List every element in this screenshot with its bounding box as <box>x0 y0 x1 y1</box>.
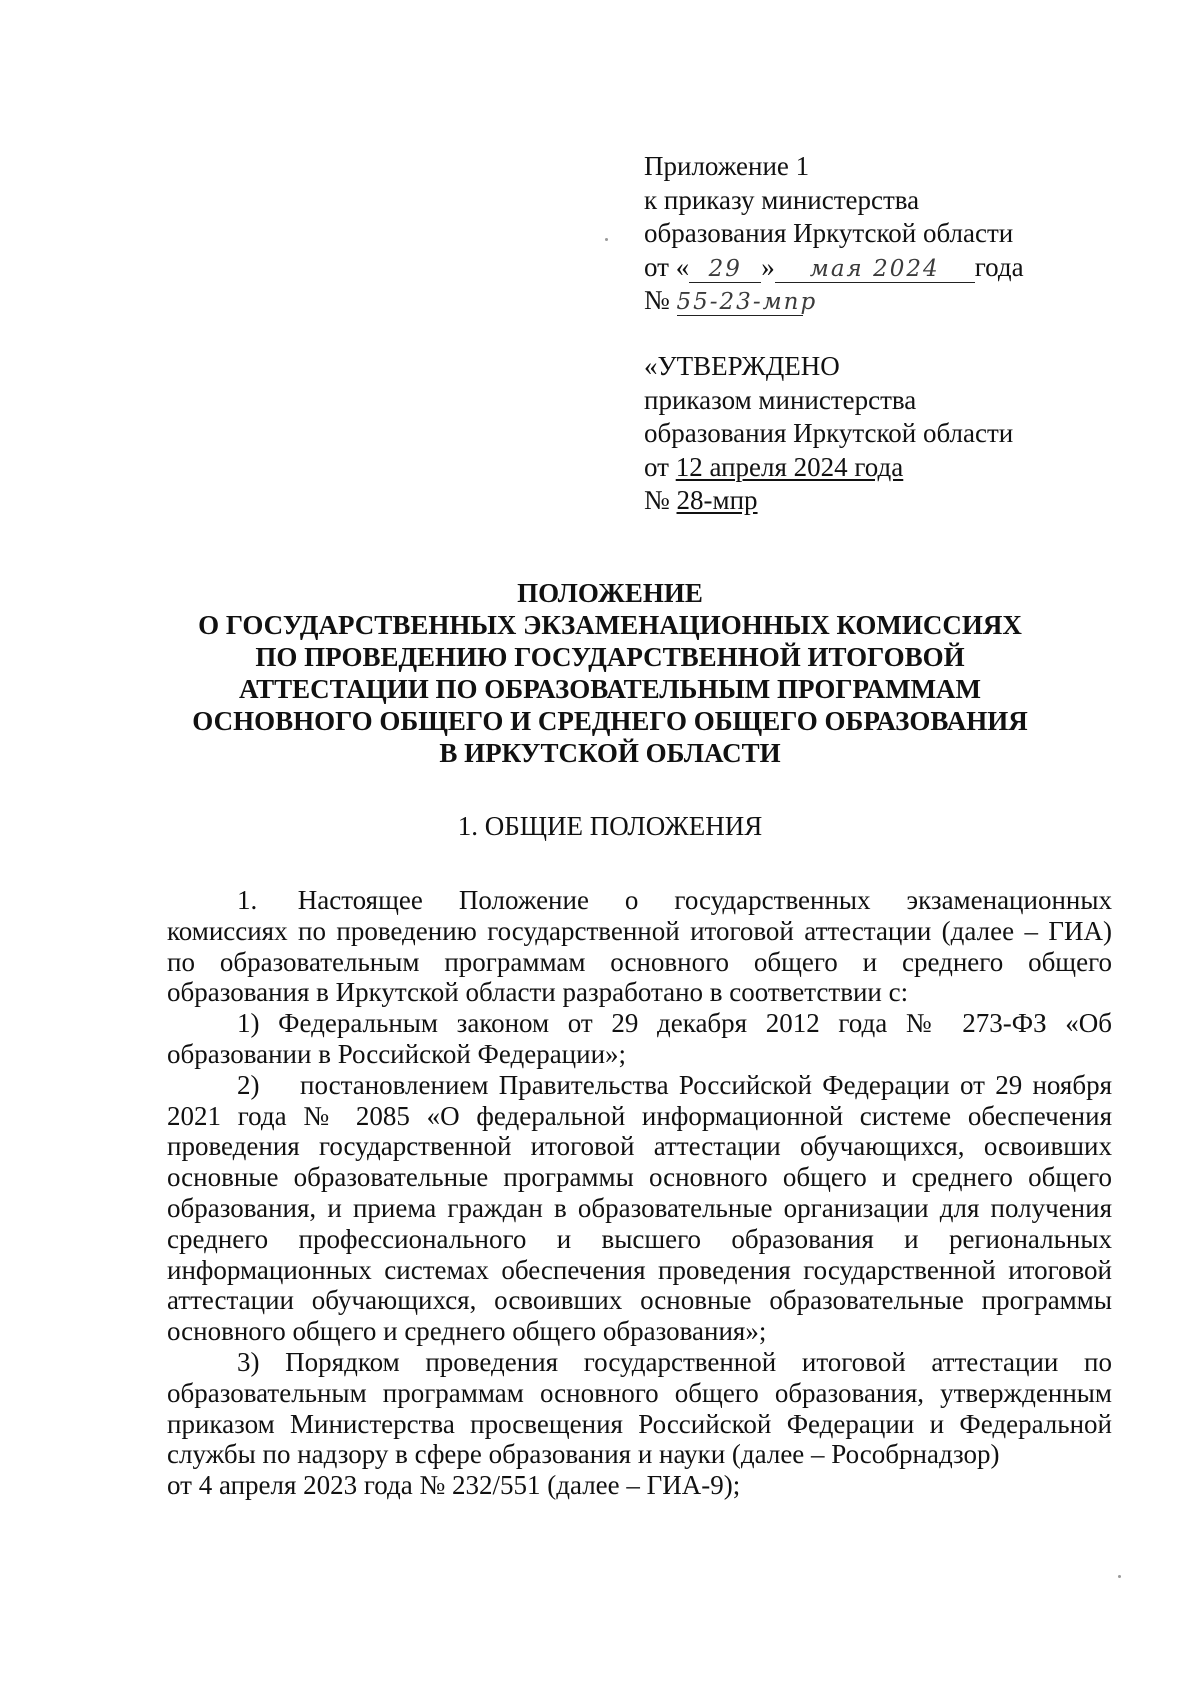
paragraph-1: 1. Настоящее Положение о государственных экзаменационных комиссиях по проведению государственной итоговой аттестации (далее – ГИА) по образовательным программам основного общего и среднего общего образования в Иркутской области разработано в соответствии с: <box>167 885 1112 1008</box>
list-item-3: 3) Порядком проведения государственной итоговой аттестации по образовательным программам основного общего образования, утвержденным приказом Министерства просвещения Российской Федерации и Федеральной службы по надзору в сфере образования и науки (далее – Рособрнадзор) <box>167 1346 1112 1470</box>
appendix-line-2: к приказу министерства <box>644 184 920 215</box>
body-text <box>167 885 1112 1501</box>
appendix-date-prefix: от « <box>644 251 690 282</box>
title-line-5: ОСНОВНОГО ОБЩЕГО И СРЕДНЕГО ОБЩЕГО ОБРАЗОВАНИЯ <box>192 706 1028 736</box>
appendix-date-mid: » <box>761 251 775 282</box>
title-line-4: АТТЕСТАЦИИ ПО ОБРАЗОВАТЕЛЬНЫМ ПРОГРАММАМ <box>238 674 982 704</box>
list-item-1: 1) Федеральным законом от 29 декабря 2012 года № 273-ФЗ «Об образовании в Российской Федерации»; <box>167 1008 1112 1069</box>
approved-block <box>644 350 1104 518</box>
title-line-2: О ГОСУДАРСТВЕННЫХ ЭКЗАМЕНАЦИОННЫХ КОМИССИЯХ <box>198 610 1022 640</box>
title-line-3: ПО ПРОВЕДЕНИЮ ГОСУДАРСТВЕННОЙ ИТОГОВОЙ <box>255 642 965 672</box>
handwritten-order-number: 55-23-мпр <box>676 289 818 315</box>
handwritten-day: 29 <box>689 256 761 283</box>
appendix-number-line <box>644 284 1104 318</box>
document-title <box>150 577 1070 769</box>
appendix-line-3: образования Иркутской области <box>644 218 1014 248</box>
approved-number-line <box>644 484 1104 518</box>
title-line-6: В ИРКУТСКОЙ ОБЛАСТИ <box>439 738 781 768</box>
approved-line-3: образования Иркутской области <box>644 418 1014 448</box>
approved-date-prefix: от <box>644 451 676 482</box>
list-item-3-continuation: от 4 апреля 2023 года № 232/551 (далее – ГИА-9); <box>167 1470 741 1501</box>
appendix-date-suffix: года <box>974 251 1024 282</box>
handwritten-month-year: мая 2024 <box>775 256 975 283</box>
appendix-number-prefix: № <box>644 285 670 315</box>
approved-line-2: приказом министерства <box>644 384 917 415</box>
appendix-block <box>644 150 1104 318</box>
appendix-title: Приложение 1 <box>644 151 810 181</box>
approved-number-prefix: № <box>644 485 677 515</box>
list-item-2: 2) постановлением Правительства Российской Федерации от 29 ноября 2021 года № 2085 «О федеральной информационной системе обеспечения проведения государственной итоговой аттестации обучающихся, освоивших основные образовательные программы основного общего и среднего общего образования, и приема граждан в образовательные организации для получения среднего профессионального и высшего образования и региональных информационных системах обеспечения проведения государственной итоговой аттестации обучающихся, освоивших основные образовательные программы основного общего и среднего общего образования»; <box>167 1069 1112 1347</box>
approved-line-1: «УТВЕРЖДЕНО <box>644 351 840 381</box>
appendix-date-line <box>644 251 1104 285</box>
scan-speck <box>605 238 608 241</box>
approved-number-value: 28-мпр <box>676 485 758 515</box>
title-line-1: ПОЛОЖЕНИЕ <box>517 578 703 608</box>
section-heading: 1. ОБЩИЕ ПОЛОЖЕНИЯ <box>457 811 763 841</box>
approved-date-value: 12 апреля 2024 года <box>675 451 904 482</box>
approved-date-line <box>644 451 1104 485</box>
scan-speck <box>1118 1575 1121 1578</box>
